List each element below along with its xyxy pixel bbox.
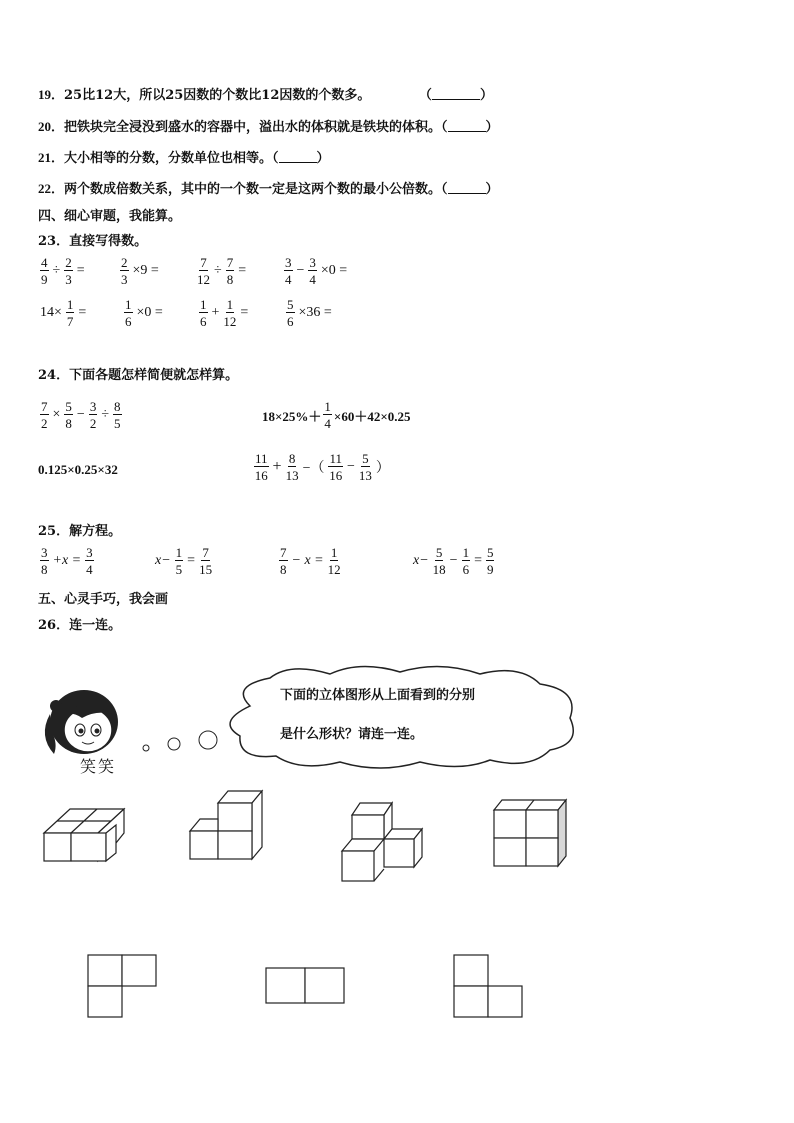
oral-calc-2: $\frac{2}{3}$ ×9 = [121, 255, 159, 287]
paren-close: ） [479, 88, 493, 103]
answer-blank[interactable] [432, 87, 480, 100]
equation-1: $\frac{3}{8}$ +x = $\frac{3}{4}$ [41, 545, 93, 577]
top-view-2 [264, 966, 348, 1006]
simplify-expr-1: $\frac{7}{2}$ × $\frac{5}{8}$ − $\frac{3}{2}$ ÷ $\frac{8}{5}$ [41, 399, 121, 431]
paren-open: （ [418, 88, 432, 103]
section-4-heading: 四、细心审题，我能算。 [38, 209, 182, 224]
question-19 [38, 84, 493, 103]
answer-blank[interactable] [279, 150, 317, 163]
simplify-expr-3: 0.125×0.25×32 [38, 462, 118, 477]
question-number: 20． [38, 119, 65, 134]
solid-figure-3 [338, 799, 430, 887]
paren-close: ） [485, 182, 499, 197]
paren-open: （ [272, 151, 279, 166]
paren-open: （ [441, 182, 448, 197]
question-22 [38, 178, 499, 197]
character-label: 笑笑 [80, 757, 117, 776]
question-20 [38, 116, 499, 135]
question-number: 21． [38, 150, 65, 165]
cloud-text-line1: 下面的立体图形从上面看到的分别 [280, 688, 476, 703]
question-number: 19． [38, 87, 65, 102]
simplify-expr-2: 18×25%＋ $\frac{1}{4}$ ×60＋42×0.25 [262, 399, 411, 431]
paren-close: ） [485, 120, 499, 135]
question-23-title: 23．直接写得数。 [38, 234, 148, 249]
solid-figure-4 [490, 798, 570, 872]
oral-calc-4: $\frac{3}{4}$ − $\frac{3}{4}$ ×0 = [285, 255, 348, 287]
question-24-title: 24．下面各题怎样简便就怎样算。 [38, 368, 239, 383]
solid-figure-1 [40, 803, 130, 867]
answer-blank[interactable] [448, 181, 486, 194]
question-text: 25比12大，所以25因数的个数比12因数的个数多。 [64, 88, 371, 103]
question-25-title: 25．解方程。 [38, 524, 122, 539]
section-5-heading: 五、心灵手巧，我会画 [38, 592, 169, 607]
equation-2: x− $\frac{1}{5}$ = $\frac{7}{15}$ [155, 545, 213, 577]
top-view-1 [86, 953, 158, 1019]
oral-calc-6: $\frac{1}{6}$ ×0 = [125, 297, 163, 329]
question-26-title: 26．连一连。 [38, 618, 122, 633]
equation-4: x− $\frac{5}{18}$ − $\frac{1}{6}$ = $\frac{5}{9}$ [413, 545, 494, 577]
paren-open: （ [441, 120, 448, 135]
simplify-expr-4: $\frac{11}{16}$ + $\frac{8}{13}$ −（ $\frac{11}{16}$ − $\frac{5}{13}$ ） [254, 451, 390, 483]
equation-3: $\frac{7}{8}$ − x = $\frac{1}{12}$ [280, 545, 341, 577]
question-text: 把铁块完全浸没到盛水的容器中，溢出水的体积就是铁块的体积。 [64, 120, 442, 135]
question-text: 两个数成倍数关系，其中的一个数一定是这两个数的最小公倍数。 [64, 182, 442, 197]
oral-calc-1: $\frac{4}{9}$ ÷ $\frac{2}{3}$ = [41, 255, 85, 287]
paren-close: ） [316, 151, 330, 166]
top-view-3 [452, 953, 526, 1019]
solid-figure-2 [186, 789, 266, 863]
oral-calc-5: 14× $\frac{1}{7}$ = [40, 297, 87, 329]
oral-calc-8: $\frac{5}{6}$ ×36 = [287, 297, 332, 329]
oral-calc-3: $\frac{7}{12}$ ÷ $\frac{7}{8}$ = [197, 255, 247, 287]
thought-dots [140, 728, 220, 758]
oral-calc-7: $\frac{1}{6}$ + $\frac{1}{12}$ = [200, 297, 249, 329]
cloud-text-line2: 是什么形状？请连一连。 [280, 727, 424, 742]
thought-cloud [220, 666, 582, 768]
answer-blank[interactable] [448, 119, 486, 132]
question-number: 22． [38, 181, 65, 196]
question-text: 大小相等的分数，分数单位也相等。 [64, 151, 273, 166]
question-21 [38, 147, 330, 166]
